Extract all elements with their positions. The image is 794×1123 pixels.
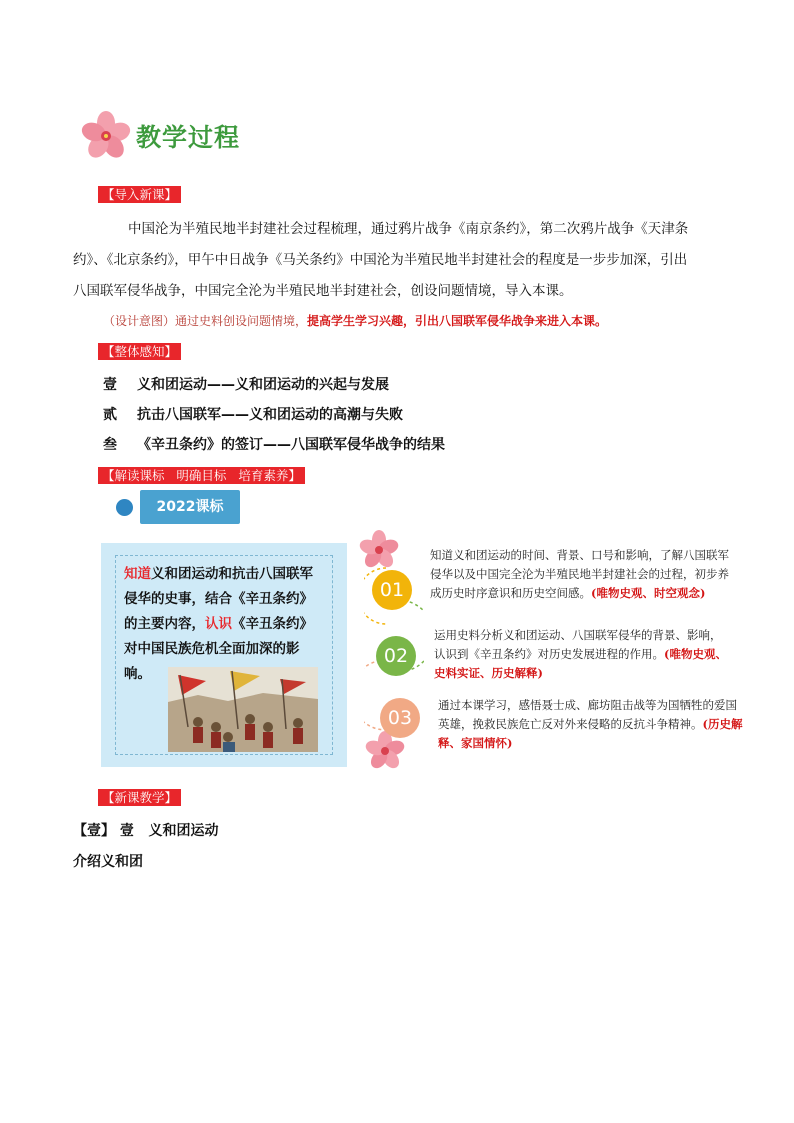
keyword-know: 知道 xyxy=(124,566,151,582)
page-title: 教学过程 xyxy=(136,123,241,152)
overview-item xyxy=(103,374,389,394)
objective-number: 03 xyxy=(380,698,420,738)
objective-highlight: (唯物史观、史料实证、历史解释) xyxy=(434,647,727,680)
objective-text: 运用史料分析义和团运动、八国联军侵华的背景、影响，认识到《辛丑条约》对历史发展进程的作用。(唯物史观、史料实证、历史解释) xyxy=(434,628,727,680)
overview-num: 叁 xyxy=(103,437,117,453)
intro-line-3: 八国联军侵华战争，中国完全沦为半殖民地半封建社会，创设问题情境，导入本课。 xyxy=(73,283,573,299)
intro-tag: 【导入新课】 xyxy=(98,186,181,203)
sub-heading: 介绍义和团 xyxy=(73,854,143,870)
objective-number: 02 xyxy=(376,636,416,676)
circle-bullet-icon xyxy=(116,499,133,516)
objective-highlight: (唯物史观、时空观念) xyxy=(591,586,706,600)
design-intent-label: （设计意图）通过史料创设问题情境， xyxy=(103,314,308,328)
overview-num: 贰 xyxy=(103,407,117,423)
overview-num: 壹 xyxy=(103,377,117,393)
intro-line-1: 中国沦为半殖民地半封建社会过程梳理，通过鸦片战争《南京条约》，第二次鸦片战争《天津条 xyxy=(128,221,689,237)
standards-tag: 【解读课标 明确目标 培育素养】 xyxy=(98,467,305,484)
overview-text: 抗击八国联军——义和团运动的高潮与失败 xyxy=(137,407,403,423)
standard-badge: 2022课标 xyxy=(140,490,240,524)
overview-tag: 【整体感知】 xyxy=(98,343,181,360)
battle-painting-image xyxy=(168,667,318,752)
new-lesson-tag: 【新课教学】 xyxy=(98,789,181,806)
design-intent xyxy=(103,312,607,329)
objective-number: 01 xyxy=(372,570,412,610)
overview-item xyxy=(103,434,445,454)
design-intent-text: 提高学生学习兴趣，引出八国联军侵华战争来进入本课。 xyxy=(307,314,608,328)
standard-text: 知道义和团运动和抗击八国联军侵华的史事，结合《辛丑条约》的主要内容，认识《辛丑条约》对中国民族危机全面加深的影响。 xyxy=(124,566,313,682)
overview-text: 《辛丑条约》的签订——八国联军侵华战争的结果 xyxy=(137,437,445,453)
objective-text: 知道义和团运动的时间、背景、口号和影响，了解八国联军侵华以及中国完全沦为半殖民地半封建社会的过程，初步养成历史时序意识和历史空间感。(唯物史观、时空观念) xyxy=(430,548,729,600)
objective-text: 通过本课学习，感悟聂士成、廊坊阻击战等为国牺牲的爱国英雄，挽救民族危亡反对外来侵略的反抗斗争精神。(历史解释、家国情怀) xyxy=(438,698,743,750)
intro-line-2: 约》、《北京条约》，甲午中日战争《马关条约》中国沦为半殖民地半封建社会的程度是一步步加深，引出 xyxy=(73,252,688,268)
objective-highlight: (历史解释、家国情怀) xyxy=(438,717,743,750)
section-heading: 【壹】 壹 义和团运动 xyxy=(73,823,219,839)
overview-text: 义和团运动——义和团运动的兴起与发展 xyxy=(137,377,389,393)
keyword-recognize: 认识 xyxy=(205,616,232,632)
overview-item xyxy=(103,404,403,424)
plum-blossom-icon xyxy=(78,110,134,162)
